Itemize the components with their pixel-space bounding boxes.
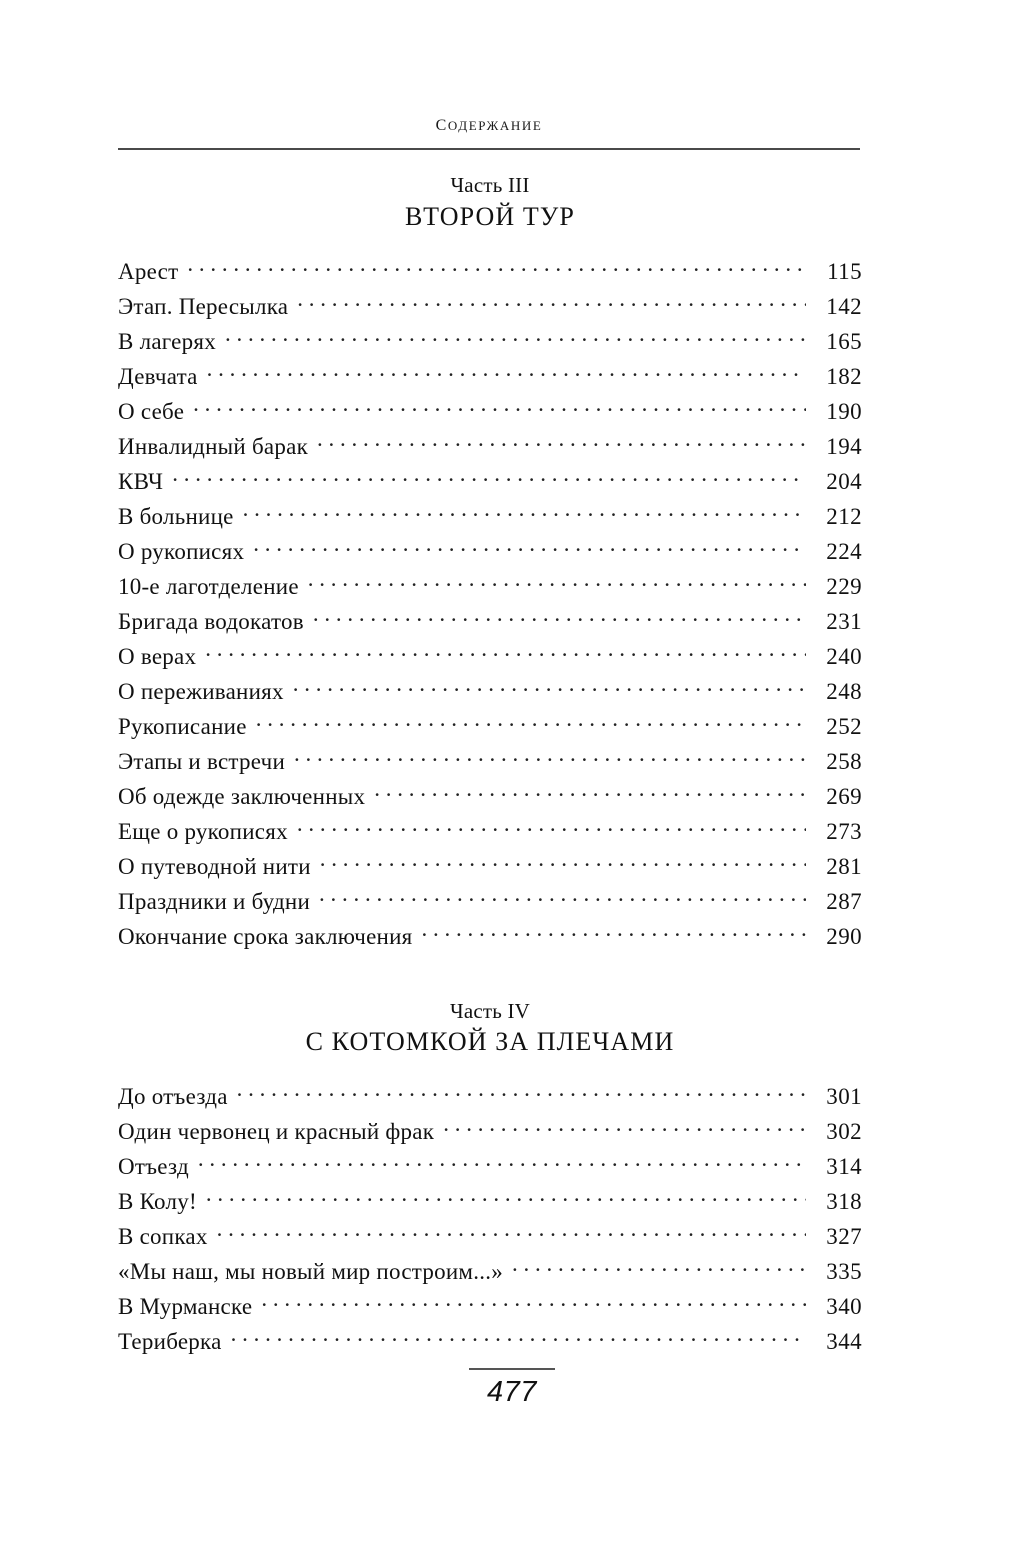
toc-entry[interactable] — [118, 851, 862, 886]
toc-entry-title: Окончание срока заключения — [118, 923, 413, 949]
toc-entry-page: 344 — [826, 1329, 862, 1355]
toc-entry[interactable] — [118, 361, 862, 396]
toc-leader — [313, 606, 806, 629]
toc-leader — [253, 536, 806, 559]
toc-entry-page: 115 — [827, 258, 862, 284]
toc-entry-title: Один червонец и красный фрак — [118, 1119, 435, 1145]
toc-entry[interactable] — [118, 1326, 862, 1361]
header-rule — [118, 148, 860, 150]
toc-leader — [193, 396, 806, 419]
toc-leader — [293, 676, 806, 699]
toc-leader — [205, 641, 806, 664]
toc-leader — [422, 921, 807, 944]
toc-entry[interactable] — [118, 466, 862, 501]
toc-entry-title: Этап. Пересылка — [118, 293, 289, 319]
toc-leader — [374, 781, 806, 804]
toc-entry[interactable] — [118, 1256, 862, 1291]
toc-entry-page: 287 — [826, 888, 862, 914]
running-head: содержание — [435, 110, 543, 135]
toc-entry[interactable] — [118, 1081, 862, 1116]
toc-entry-title: «Мы наш, мы новый мир построим...» — [118, 1259, 503, 1285]
toc-entry[interactable] — [118, 641, 862, 676]
toc-leader — [443, 1116, 806, 1139]
toc-leader — [172, 466, 806, 489]
toc-entry-page: 290 — [826, 923, 862, 949]
toc-entry[interactable] — [118, 1151, 862, 1186]
toc-entry-title: О рукописях — [118, 538, 245, 564]
toc-entry-page: 204 — [826, 468, 862, 494]
toc-entry-title: 10-е лаготделение — [118, 573, 299, 599]
toc-entry-title: Праздники и будни — [118, 888, 311, 914]
toc-list-part-4 — [118, 1081, 862, 1361]
toc-entry-title: В Колу! — [118, 1189, 197, 1215]
toc-entry-page: 212 — [826, 503, 862, 529]
toc-entry-page: 314 — [826, 1154, 862, 1180]
toc-leader — [225, 326, 806, 349]
folio-rule — [469, 1368, 555, 1370]
toc-entry-title: Инвалидный барак — [118, 433, 308, 459]
part-title-4: С КОТОМКОЙ ЗА ПЛЕЧАМИ — [305, 1027, 675, 1057]
toc-leader — [237, 1081, 806, 1104]
toc-entry-page: 301 — [826, 1084, 862, 1110]
toc-entry-page: 269 — [826, 783, 862, 809]
toc-entry[interactable] — [118, 1186, 862, 1221]
toc-entry-title: В сопках — [118, 1224, 208, 1250]
toc-entry-page: 240 — [826, 643, 862, 669]
toc-entry[interactable] — [118, 431, 862, 466]
toc-entry-title: КВЧ — [118, 468, 164, 494]
toc-list-part-3 — [118, 256, 862, 956]
toc-entry-title: Бригада водокатов — [118, 608, 304, 634]
toc-leader — [261, 1291, 806, 1314]
toc-entry-title: Этапы и встречи — [118, 748, 286, 774]
toc-leader — [231, 1326, 806, 1349]
toc-leader — [206, 1186, 806, 1209]
toc-entry-page: 258 — [826, 748, 862, 774]
toc-entry-page: 340 — [826, 1294, 862, 1320]
toc-entry[interactable] — [118, 571, 862, 606]
toc-entry-page: 248 — [826, 678, 862, 704]
toc-entry-title: В лагерях — [118, 328, 216, 354]
toc-entry-page: 252 — [826, 713, 862, 739]
toc-entry[interactable] — [118, 676, 862, 711]
toc-content — [118, 172, 862, 1361]
toc-entry[interactable] — [118, 1221, 862, 1256]
part-title-3: ВТОРОЙ ТУР — [405, 201, 575, 231]
part-number-3: Часть III — [450, 173, 530, 197]
toc-entry[interactable] — [118, 886, 862, 921]
toc-leader — [297, 291, 806, 314]
toc-leader — [243, 501, 806, 524]
toc-leader — [320, 851, 806, 874]
toc-entry[interactable] — [118, 711, 862, 746]
toc-leader — [207, 361, 806, 384]
toc-entry[interactable] — [118, 921, 862, 956]
toc-leader — [198, 1151, 806, 1174]
toc-entry-page: 224 — [826, 538, 862, 564]
toc-entry-page: 231 — [826, 608, 862, 634]
toc-entry-page: 229 — [826, 573, 862, 599]
folio — [0, 1368, 1024, 1409]
toc-leader — [256, 711, 806, 734]
toc-entry[interactable] — [118, 501, 862, 536]
toc-entry-title: О верах — [118, 643, 197, 669]
toc-entry-title: Девчата — [118, 363, 198, 389]
toc-entry-title: Еще о рукописях — [118, 818, 288, 844]
toc-entry-page: 318 — [826, 1189, 862, 1215]
toc-entry[interactable] — [118, 1291, 862, 1326]
toc-leader — [297, 816, 806, 839]
toc-entry[interactable] — [118, 326, 862, 361]
toc-entry-page: 194 — [826, 433, 862, 459]
part-number-4: Часть IV — [449, 998, 531, 1023]
toc-entry-page: 182 — [826, 363, 862, 389]
toc-entry-title: Об одежде заключенных — [118, 783, 366, 809]
part-heading-4 — [118, 956, 862, 1060]
toc-leader — [319, 886, 806, 909]
toc-entry-page: 281 — [826, 853, 862, 879]
toc-entry-page: 302 — [826, 1119, 862, 1145]
toc-entry-page: 142 — [826, 293, 862, 319]
toc-entry-title: О себе — [118, 398, 185, 424]
toc-entry[interactable] — [118, 536, 862, 571]
folio-number: 477 — [487, 1376, 537, 1408]
toc-entry[interactable] — [118, 781, 862, 816]
toc-entry-title: До отъезда — [118, 1084, 228, 1110]
toc-leader — [308, 571, 806, 594]
toc-leader — [187, 256, 806, 279]
toc-entry-title: О путеводной нити — [118, 853, 311, 879]
toc-entry-title: О переживаниях — [118, 678, 284, 704]
toc-entry-page: 327 — [826, 1224, 862, 1250]
toc-entry[interactable] — [118, 816, 862, 851]
toc-entry[interactable] — [118, 256, 862, 291]
toc-leader — [512, 1256, 806, 1279]
toc-leader — [317, 431, 806, 454]
toc-entry-page: 273 — [826, 818, 862, 844]
toc-entry[interactable] — [118, 746, 862, 781]
toc-entry-title: Териберка — [118, 1329, 222, 1355]
toc-entry-title: В Мурманске — [118, 1294, 253, 1320]
toc-entry-title: Арест — [118, 258, 179, 284]
toc-entry[interactable] — [118, 606, 862, 641]
toc-entry[interactable] — [118, 396, 862, 431]
toc-entry-page: 165 — [826, 328, 862, 354]
toc-entry[interactable] — [118, 1116, 862, 1151]
toc-entry-title: В больнице — [118, 503, 234, 529]
part-heading-3 — [118, 172, 862, 234]
toc-entry-page: 190 — [826, 398, 862, 424]
toc-entry-page: 335 — [826, 1259, 862, 1285]
toc-entry-title: Отъезд — [118, 1154, 189, 1180]
toc-entry-title: Рукописание — [118, 713, 247, 739]
toc-entry[interactable] — [118, 291, 862, 326]
toc-leader — [217, 1221, 806, 1244]
toc-leader — [294, 746, 806, 769]
